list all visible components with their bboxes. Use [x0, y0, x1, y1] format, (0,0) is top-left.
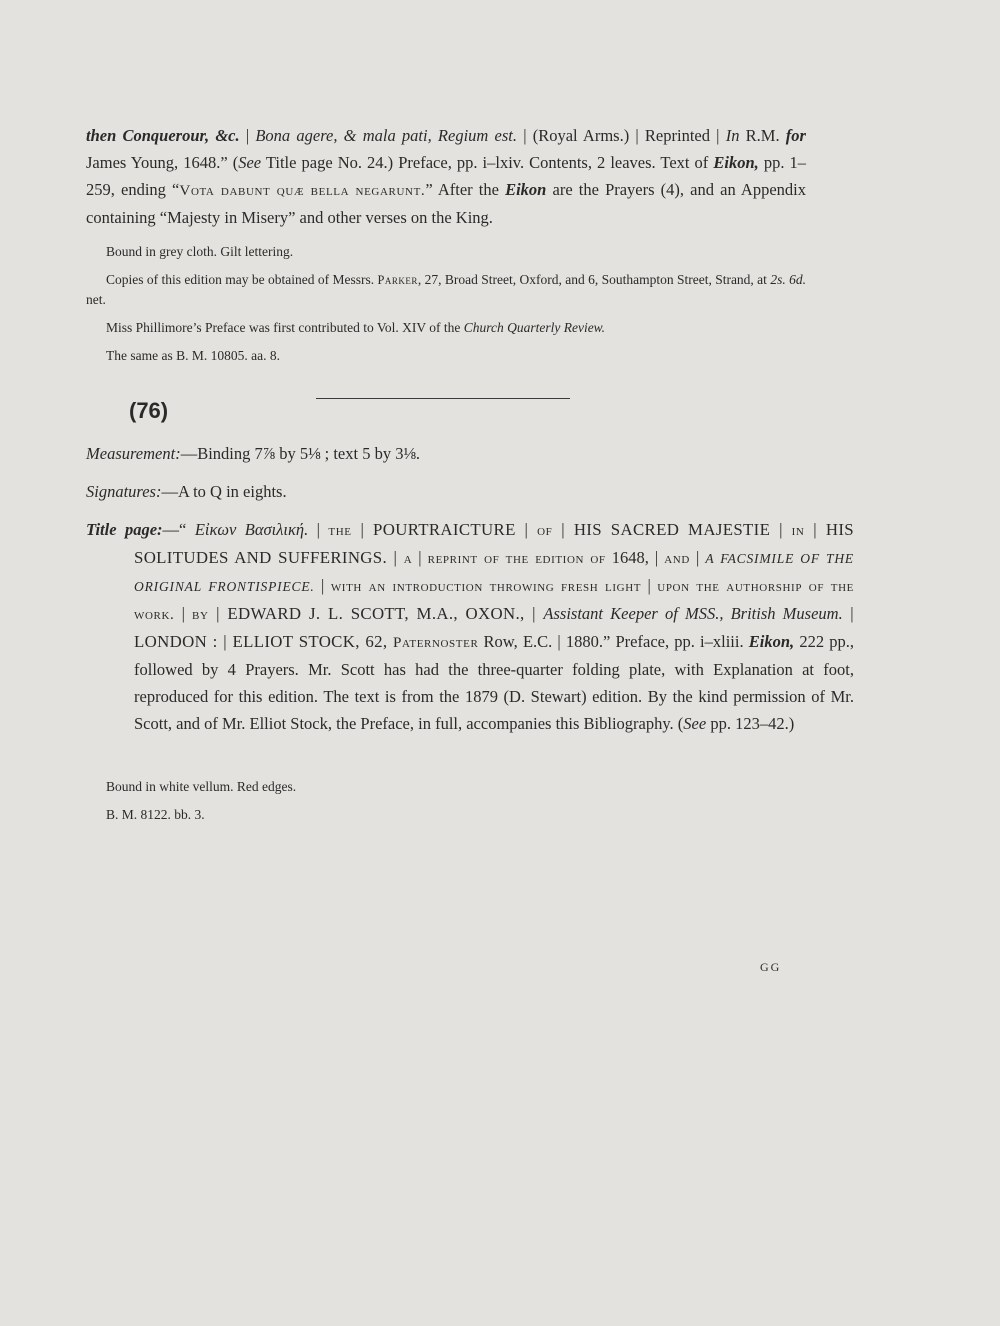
measurement-label: Measurement:: [86, 444, 181, 463]
continuation-paragraph: then Conquerour, &c. | Bona agere, & mala pati, Regium est. | (Royal Arms.) | Reprinted | In R.M. for James Young, 1648.” (See Title page No. 24.) Preface, pp. i–lxiv. Contents, 2 leaves. Text of Eikon, pp. 1–259, ending “Vota dabunt quæ bella negarunt.” After the Eikon are the Prayers (4), and an Appendix containing “Majesty in Misery” and other verses on the King.: [86, 126, 807, 227]
preface-note: Miss Phillimore’s Preface was first contributed to Vol. XIV of the Church Quarterly Review.: [106, 320, 606, 335]
binding-note: Bound in grey cloth. Gilt lettering.: [106, 244, 294, 259]
title-page-label: Title page:: [86, 520, 163, 539]
separator-rule: [316, 398, 570, 399]
signatures-line: Signatures:—A to Q in eights.: [86, 482, 287, 501]
signatures-label: Signatures:: [86, 482, 162, 501]
bm-reference-2: B. M. 8122. bb. 3.: [106, 807, 205, 822]
title-page-entry: Title page:—“ Εἰκων Βασιλική. | the | POURTRAICTURE | of | HIS SACRED MAJESTIE | in | HIS SOLITUDES AND SUFFERINGS. | a | reprint of the edition of 1648, | and | A FACSIMILE OF THE ORIGINAL FRONTISPIECE. | with an introduction throwing fresh light | upon the authorship of the work. | by | EDWARD J. L. SCOTT, M.A., OXON., | Assistant Keeper of MSS., British Museum. | LONDON : | ELLIOT STOCK, 62, Paternoster Row, E.C. | 1880.” Preface, pp. i–xliii. Eikon, 222 pp., followed by 4 Prayers. Mr. Scott has had the three-quarter folding plate, with Explanation at foot, reproduced for this edition. The text is from the 1879 (D. Stewart) edition. By the kind permission of Mr. Scott, and of Mr. Elliot Stock, the Preface, in full, accompanies this Bibliography. (See pp. 123–42.): [86, 520, 854, 733]
bm-reference: The same as B. M. 10805. aa. 8.: [106, 348, 280, 363]
copies-note: Copies of this edition may be obtained of Messrs. Parker, 27, Broad Street, Oxford, and 6, Southampton Street, Strand, at 2s. 6d. net.: [86, 272, 806, 307]
measurement-line: Measurement:—Binding 7⅞ by 5⅛ ; text 5 by 3⅛.: [86, 444, 420, 463]
binding-note-2: Bound in white vellum. Red edges.: [106, 779, 297, 794]
signature-mark: GG: [760, 960, 782, 974]
entry-number: (76): [129, 398, 169, 423]
